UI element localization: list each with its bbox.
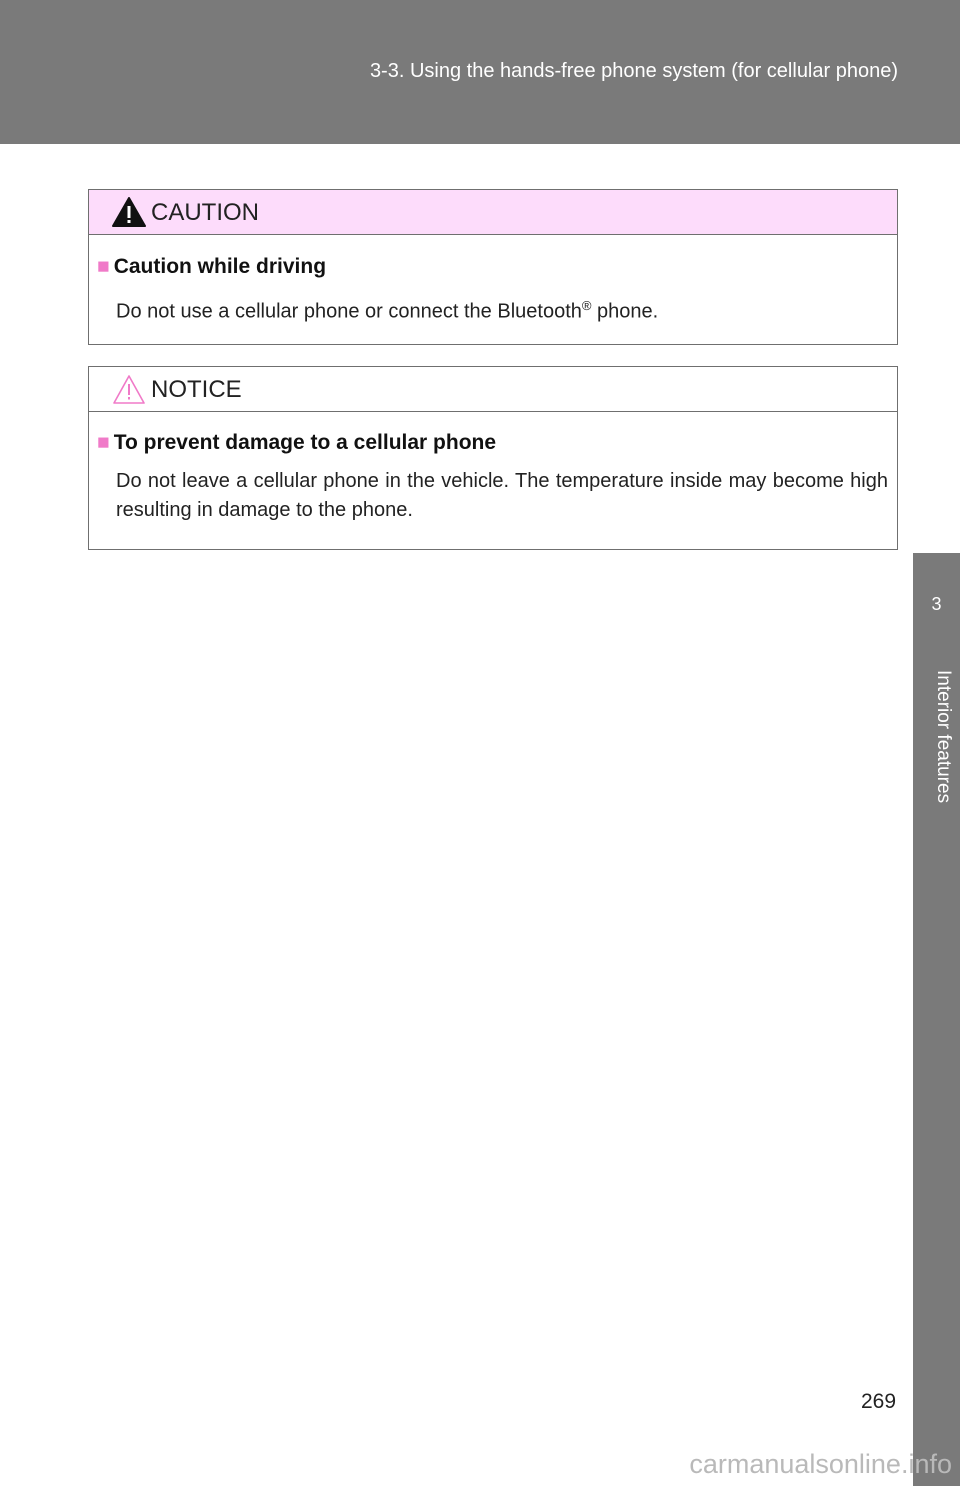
notice-box — [88, 366, 898, 550]
page-header — [0, 0, 960, 144]
caution-body-text: Do not use a cellular phone or connect the Bluetooth — [116, 300, 582, 323]
square-bullet-icon: ■ — [97, 431, 110, 454]
section-title: 3-3. Using the hands-free phone system (for cellular phone) — [369, 60, 898, 82]
caution-item-heading-text: Caution while driving — [113, 255, 327, 278]
notice-header — [89, 367, 897, 412]
notice-item-body: Do not leave a cellular phone in the vehicle. The temperature inside may become high resulting in damage to the phone. — [116, 470, 888, 521]
caution-item-heading — [97, 255, 326, 279]
chapter-label: Interior features — [933, 670, 954, 804]
registered-mark: ® — [581, 298, 592, 313]
caution-body-text-end: phone. — [591, 300, 659, 323]
square-bullet-icon: ■ — [97, 255, 110, 278]
warning-outline-icon — [111, 373, 147, 405]
page-number: 269 — [861, 1390, 897, 1413]
notice-title: NOTICE — [151, 376, 242, 403]
caution-title: CAUTION — [151, 199, 259, 226]
caution-box — [88, 189, 898, 345]
notice-item-heading-text: To prevent damage to a cellular phone — [113, 431, 497, 454]
caution-header — [89, 190, 897, 235]
notice-item-heading — [97, 431, 496, 455]
caution-item-body — [116, 291, 888, 327]
warning-icon — [111, 196, 147, 228]
chapter-number-tab: 3 — [913, 553, 960, 656]
watermark: carmanualsonline.info — [689, 1449, 952, 1479]
